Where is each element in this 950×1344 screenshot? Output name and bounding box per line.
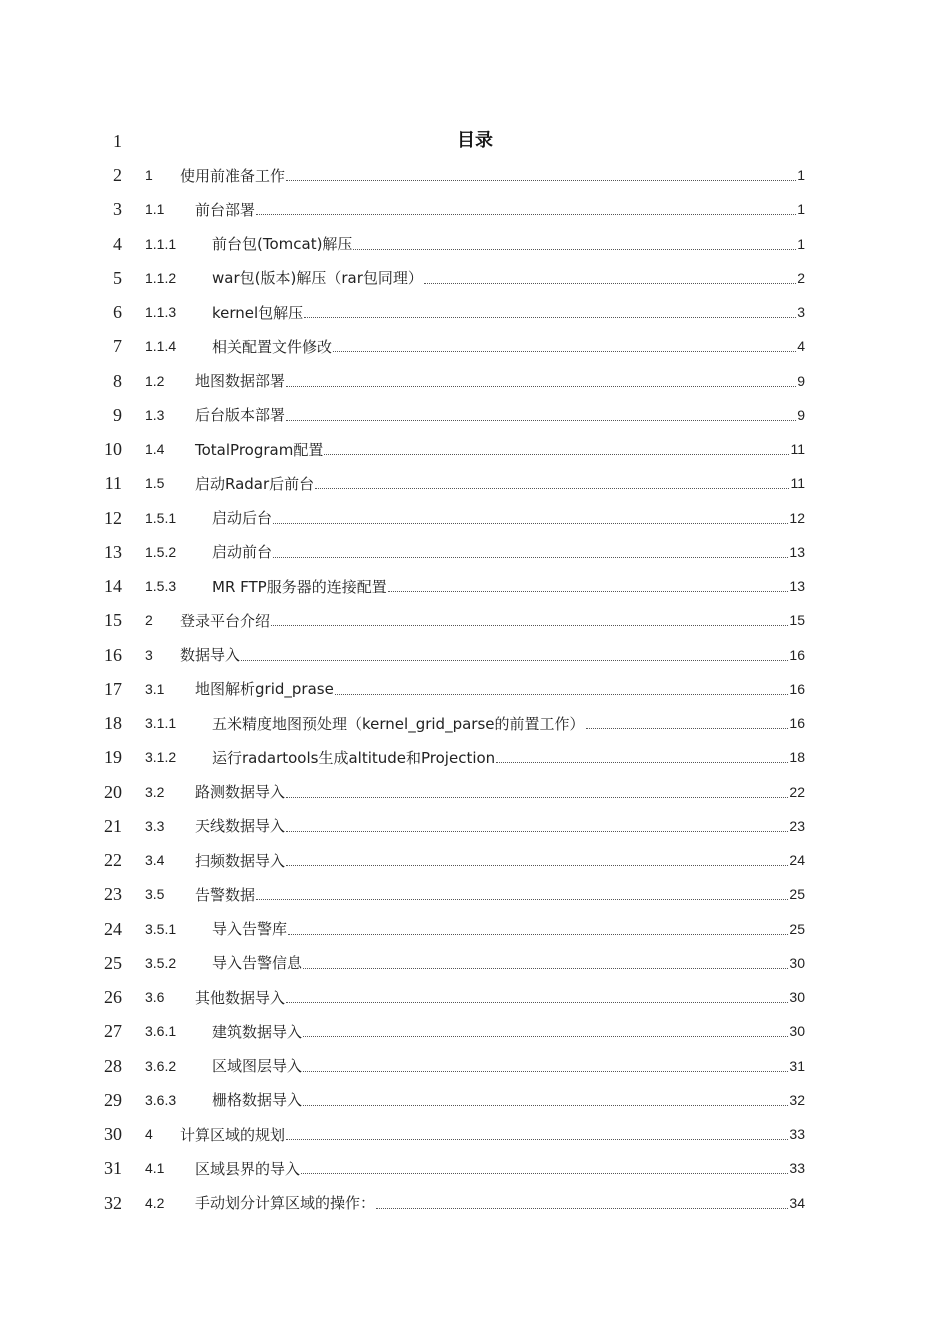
line-number: 29 [104,1089,122,1110]
toc-entry-page-number: 13 [789,543,805,560]
toc-entry-title: 导入告警库 [212,920,288,938]
toc-entry-title: 手动划分计算区域的操作： [195,1194,376,1212]
toc-entry-page-number: 12 [789,509,805,526]
line-number: 13 [104,541,122,562]
line-number: 2 [113,165,122,185]
dot-leader [303,1083,788,1117]
toc-entry-level-3[interactable] [145,535,805,569]
dot-leader [303,1049,788,1083]
toc-entry-level-3[interactable] [145,569,805,603]
toc-entry-title: 扫频数据导入 [195,851,286,870]
toc-entry-level-2[interactable] [145,466,805,500]
toc-line [0,775,950,809]
line-number: 18 [104,713,122,733]
toc-entry-page-number: 32 [789,1091,805,1108]
toc-entry-title: 相关配置文件修改 [212,337,333,356]
toc-line [0,912,950,946]
toc-entry-number: 3 [145,646,153,663]
dot-leader [376,1186,788,1220]
toc-entry-level-2[interactable] [145,432,805,466]
line-number: 3 [113,199,122,220]
toc-entry-level-1[interactable] [145,1117,805,1151]
toc-entry-level-3[interactable] [145,1083,805,1117]
toc-entry-title: 天线数据导入 [195,817,286,836]
line-number: 7 [113,336,122,357]
toc-entry-page-number: 22 [789,783,805,800]
toc-entry-title: TotalProgram配置 [195,440,324,459]
toc-entry-level-2[interactable] [145,364,805,398]
toc-line [0,638,950,672]
dot-leader [335,672,789,706]
toc-line [0,535,950,569]
toc-entry-page-number: 31 [789,1057,805,1074]
line-number: 12 [104,507,122,528]
toc-entry-page-number: 16 [789,715,805,731]
dot-leader [273,501,788,535]
toc-line [0,1014,950,1048]
toc-entry-page-number: 11 [790,475,805,492]
line-number: 32 [104,1192,122,1213]
toc-entry-level-2[interactable] [145,980,805,1014]
toc-entry-level-2[interactable] [145,843,805,877]
toc-entry-title: 导入告警信息 [212,954,303,973]
line-number: 11 [104,473,122,494]
dot-leader [303,1014,788,1048]
dot-leader [333,329,796,363]
toc-line [0,740,950,774]
toc-entry-title: 数据导入 [180,646,241,664]
toc-entry-number: 3.1.1 [145,715,177,731]
toc-entry-page-number: 30 [789,954,805,971]
toc-entry-title: kernel包解压 [212,303,304,322]
line-number: 6 [113,302,122,322]
line-number: 26 [104,987,122,1007]
dot-leader [286,1117,788,1151]
toc-entry-page-number: 9 [797,372,805,389]
dot-leader [273,535,788,569]
toc-entry-page-number: 4 [797,338,805,355]
toc-entry-number: 3.2 [145,783,165,800]
dot-leader [424,261,796,295]
toc-entry-page-number: 25 [789,920,805,937]
toc-entry-page-number: 33 [789,1126,805,1142]
toc-entry-title: 五米精度地图预处理（kernel_grid_parse的前置工作） [212,714,585,733]
line-number: 25 [104,952,122,973]
toc-entry-title: 告警数据 [195,885,256,904]
toc-entry-number: 1.2 [145,372,165,389]
toc-entry-page-number: 24 [789,852,805,868]
dot-leader [286,364,796,398]
dot-leader [256,192,796,226]
toc-entry-level-2[interactable] [145,1186,805,1220]
toc-entry-number: 2 [145,612,153,629]
toc-entry-number: 1.5.1 [145,509,177,526]
toc-entry-page-number: 33 [789,1160,805,1177]
toc-entry-number: 3.6.1 [145,1023,177,1040]
toc-entry-number: 3.5.2 [145,954,177,971]
toc-entry-title: 区域县界的导入 [195,1159,301,1178]
toc-line [0,706,950,740]
toc-line [0,261,950,295]
toc-entry-page-number: 15 [789,612,805,629]
toc-line [0,158,950,192]
toc-line [0,1151,950,1185]
dot-leader [315,466,789,500]
toc-line [0,466,950,500]
toc-entry-title: 启动前台 [212,543,273,562]
toc-entry-number: 3.6.2 [145,1057,177,1074]
toc-line [0,809,950,843]
toc-entry-title: 其他数据导入 [195,988,286,1007]
toc-entry-number: 1.5.3 [145,578,177,594]
toc-entry-page-number: 16 [789,646,805,663]
toc-entry-title: 启动Radar后前台 [195,474,315,493]
toc-entry-number: 3.5.1 [145,920,177,937]
dot-leader [286,809,788,843]
toc-entry-number: 3.6.3 [145,1091,177,1108]
line-number: 28 [104,1055,122,1076]
line-number: 24 [104,918,122,939]
toc-entry-number: 1.1.4 [145,338,177,355]
toc-entry-level-2[interactable] [145,672,805,706]
toc-line [0,432,950,466]
toc-title: 目录 [457,130,493,151]
toc-entry-page-number: 30 [789,989,805,1005]
toc-entry-number: 4.2 [145,1194,165,1211]
toc-line [0,295,950,329]
line-number: 19 [104,747,122,768]
toc-line [0,877,950,911]
line-number: 23 [104,884,122,905]
toc-entry-number: 1.3 [145,406,165,423]
dot-leader [304,295,796,329]
toc-line [0,980,950,1014]
toc-entry-number: 4 [145,1126,153,1142]
dot-leader [286,775,788,809]
toc-entry-page-number: 9 [797,406,805,423]
toc-entry-number: 3.3 [145,817,165,834]
toc-entry-title: 栅格数据导入 [212,1091,303,1110]
toc-line [0,227,950,261]
toc-line [0,843,950,877]
dot-leader [256,877,788,911]
toc-entry-title: 路测数据导入 [195,783,286,801]
toc-entry-number: 1.1.2 [145,269,177,286]
toc-entry-title: 前台部署 [195,200,256,219]
toc-entry-page-number: 23 [789,817,805,834]
toc-entry-title: 前台包(Tomcat)解压 [212,235,353,253]
toc-entry-level-3[interactable] [145,912,805,946]
toc-entry-page-number: 3 [797,304,805,320]
toc-entry-number: 1.1.1 [145,235,177,252]
dot-leader [388,569,789,603]
toc-entry-page-number: 11 [790,441,805,457]
toc-line [0,946,950,980]
toc-entry-title: war包(版本)解压（rar包同理） [212,269,423,288]
toc-entry-level-3[interactable] [145,1049,805,1083]
line-number: 17 [104,678,122,699]
dot-leader [288,912,788,946]
toc-entry-number: 3.1 [145,680,165,697]
dot-leader [353,227,796,261]
toc-entry-level-3[interactable] [145,329,805,363]
toc-entry-level-2[interactable] [145,192,805,226]
toc-entry-level-3[interactable] [145,1014,805,1048]
toc-entry-title: 登录平台介绍 [180,611,271,630]
toc-line [0,329,950,363]
toc-line [0,501,950,535]
toc-entry-page-number: 1 [797,167,805,183]
toc-entry-title: MR FTP服务器的连接配置 [212,577,387,596]
toc-title-line [0,124,950,158]
toc-entry-number: 1.1.3 [145,304,177,320]
toc-entry-level-2[interactable] [145,877,805,911]
toc-entry-level-1[interactable] [145,638,805,672]
line-number: 16 [104,644,122,665]
dot-leader [286,398,796,432]
toc-entry-level-3[interactable] [145,227,805,261]
toc-line [0,1117,950,1151]
dot-leader [496,740,788,774]
toc-entry-level-3[interactable] [145,295,805,329]
line-number: 4 [113,233,122,254]
line-number: 30 [104,1124,122,1144]
toc-entry-page-number: 16 [789,680,805,697]
line-number: 27 [104,1021,122,1042]
toc-entry-level-2[interactable] [145,775,805,809]
toc-entry-level-2[interactable] [145,1151,805,1185]
toc-entry-page-number: 34 [789,1194,805,1211]
line-number: 5 [113,267,122,288]
toc-entry-page-number: 1 [797,235,805,252]
toc-entry-number: 1.5.2 [145,543,177,560]
toc-entry-title: 地图解析grid_prase [195,680,334,699]
line-number: 15 [104,610,122,631]
toc-entry-level-3[interactable] [145,261,805,295]
toc-line [0,672,950,706]
toc-line [0,569,950,603]
dot-leader [286,980,788,1014]
toc-entry-number: 3.1.2 [145,749,177,766]
toc-line [0,603,950,637]
toc-entry-title: 后台版本部署 [195,406,286,425]
line-number: 14 [104,576,122,596]
toc-line [0,1083,950,1117]
toc-entry-level-1[interactable] [145,603,805,637]
dot-leader [586,706,789,740]
toc-entry-page-number: 25 [789,886,805,903]
line-number: 10 [104,439,122,459]
toc-entry-level-2[interactable] [145,398,805,432]
dot-leader [241,638,788,672]
toc-entry-level-3[interactable] [145,501,805,535]
toc-entry-level-2[interactable] [145,809,805,843]
toc-entry-number: 4.1 [145,1160,165,1177]
dot-leader [301,1151,788,1185]
toc-entry-number: 1.5 [145,475,165,492]
toc-entry-page-number: 1 [797,201,805,218]
toc-entry-title: 运行radartools生成altitude和Projection [212,748,496,767]
dot-leader [286,158,796,192]
toc-entry-number: 1.4 [145,441,165,457]
dot-leader [324,432,789,466]
line-number: 21 [104,815,122,836]
toc-entry-title: 启动后台 [212,509,273,527]
toc-entry-page-number: 30 [789,1023,805,1040]
toc-entry-number: 3.5 [145,886,165,903]
toc-entry-title: 区域图层导入 [212,1057,303,1075]
toc-line [0,1049,950,1083]
toc-entry-page-number: 2 [797,269,805,286]
line-number: 8 [113,370,122,391]
toc-entry-level-1[interactable] [145,158,805,192]
toc-line [0,398,950,432]
toc-entry-number: 1 [145,167,153,183]
dot-leader [286,843,788,877]
toc-entry-level-3[interactable] [145,706,805,740]
line-number: 1 [113,131,122,151]
line-number: 9 [113,404,122,425]
toc-entry-number: 3.6 [145,989,165,1005]
toc-entry-level-3[interactable] [145,740,805,774]
toc-line [0,192,950,226]
toc-entry-number: 1.1 [145,201,165,218]
toc-entry-number: 3.4 [145,852,165,868]
line-number: 22 [104,850,122,870]
line-number: 20 [104,781,122,802]
toc-entry-page-number: 18 [789,749,805,766]
toc-entry-title: 计算区域的规划 [180,1125,286,1144]
toc-entry-title: 地图数据部署 [195,372,286,390]
toc-entry-level-3[interactable] [145,946,805,980]
toc-entry-title: 使用前准备工作 [180,166,286,185]
toc-entry-page-number: 13 [789,578,805,594]
dot-leader [271,603,788,637]
toc-line [0,1186,950,1220]
toc-entry-title: 建筑数据导入 [212,1022,303,1041]
line-number: 31 [104,1158,122,1179]
dot-leader [303,946,788,980]
toc-line [0,364,950,398]
